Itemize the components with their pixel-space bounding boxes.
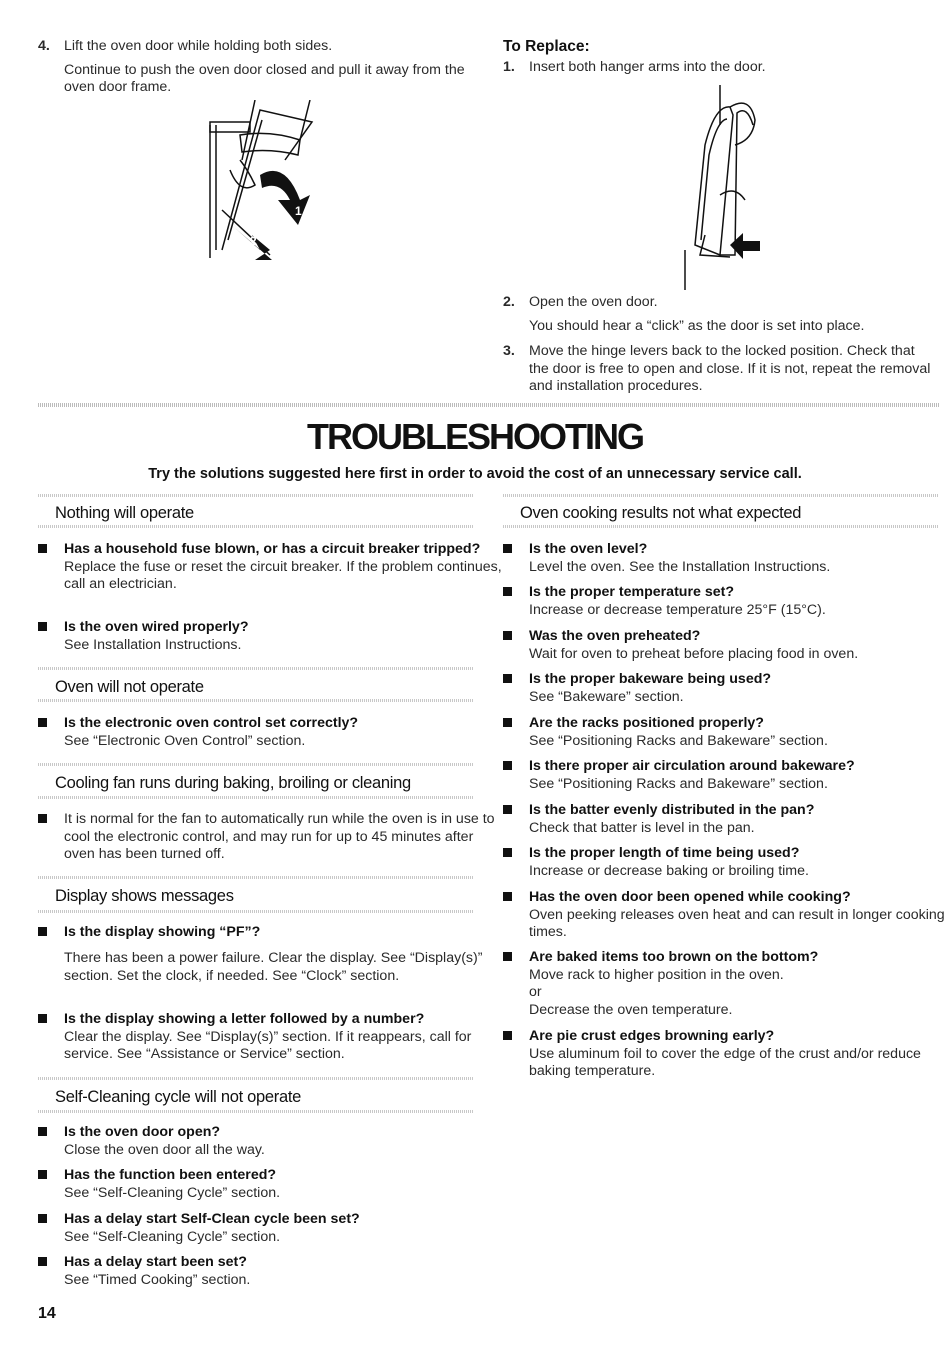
- section-heading-cooking-results: Oven cooking results not what expected: [520, 504, 802, 522]
- step-text: Move the hinge levers back to the locked position. Check that the door is free to open and close. If it is not, repeat the removal and installation procedures.: [529, 343, 931, 394]
- question: Has the oven door been opened while cooking?: [529, 889, 851, 905]
- question: Is the batter evenly distributed in the pan?: [529, 802, 815, 818]
- question: Are baked items too brown on the bottom?: [529, 949, 819, 965]
- figure-label-2: 2: [250, 234, 257, 248]
- section-rule: [38, 876, 474, 879]
- section-divider: [38, 403, 940, 407]
- section-heading-cooling-fan: Cooling fan runs during baking, broiling or cleaning: [55, 774, 411, 792]
- step-4: [38, 38, 478, 97]
- section-rule: [38, 1110, 474, 1113]
- answer: Increase or decrease baking or broiling time.: [529, 862, 809, 879]
- question: Are the racks positioned properly?: [529, 715, 764, 731]
- page-title: TROUBLESHOOTING: [307, 416, 643, 457]
- answer-alt: Decrease the oven temperature.: [529, 1001, 733, 1018]
- step-number: 4.: [38, 38, 50, 54]
- list-item: [38, 811, 504, 864]
- list-item: [38, 619, 504, 654]
- list-item: [38, 541, 504, 594]
- page-number: 14: [38, 1305, 56, 1322]
- list-item: [38, 715, 504, 750]
- bullet-icon: [38, 814, 47, 823]
- section-heading-nothing-will-operate: Nothing will operate: [55, 504, 194, 522]
- answer: There has been a power failure. Clear the display. See “Display(s)” section. Set the clock, if needed. See “Clock” section.: [64, 950, 483, 984]
- list-item: [503, 1028, 950, 1081]
- section-rule: [38, 699, 474, 702]
- answer: It is normal for the fan to automatically run while the oven is in use to cool the electronic control, and may run for up to 45 minutes after oven has been turned off.: [64, 811, 495, 862]
- question: Was the oven preheated?: [529, 628, 701, 644]
- list-item: [38, 1211, 504, 1246]
- question: Is the oven wired properly?: [64, 619, 249, 635]
- to-replace-heading: To Replace:: [503, 38, 590, 55]
- bullet-icon: [38, 622, 47, 631]
- bullet-icon: [503, 587, 512, 596]
- step-number: 2.: [503, 294, 515, 310]
- question: Has a delay start been set?: [64, 1254, 247, 1270]
- bullet-icon: [503, 1031, 512, 1040]
- list-item: [503, 802, 950, 837]
- answer: See “Positioning Racks and Bakeware” section.: [529, 732, 828, 749]
- list-item: [503, 671, 950, 706]
- list-item: [503, 584, 950, 619]
- section-rule: [38, 667, 474, 670]
- answer: Move rack to higher position in the oven.: [529, 966, 784, 983]
- intro-text: Try the solutions suggested here first in order to avoid the cost of an unnecessary service call.: [148, 466, 802, 482]
- answer: See “Electronic Oven Control” section.: [64, 732, 306, 749]
- question: Has the function been entered?: [64, 1167, 277, 1183]
- bullet-icon: [503, 631, 512, 640]
- question: Is the display showing “PF”?: [64, 924, 261, 940]
- answer: Close the oven door all the way.: [64, 1141, 265, 1158]
- figure-label-1: 1: [295, 204, 302, 218]
- list-item: [503, 949, 950, 1019]
- list-item: [503, 845, 950, 880]
- bullet-icon: [503, 892, 512, 901]
- section-rule: [38, 796, 474, 799]
- answer: Clear the display. See “Display(s)” section. If it reappears, call for service. See “Assistance or Service” section.: [64, 1028, 472, 1062]
- answer: See Installation Instructions.: [64, 636, 242, 653]
- answer: See “Bakeware” section.: [529, 688, 684, 705]
- bullet-icon: [38, 1014, 47, 1023]
- bullet-icon: [503, 718, 512, 727]
- answer: Wait for oven to preheat before placing food in oven.: [529, 645, 859, 662]
- door-removal-illustration: [200, 100, 325, 265]
- question: Are pie crust edges browning early?: [529, 1028, 775, 1044]
- bullet-icon: [38, 1257, 47, 1266]
- bullet-icon: [503, 952, 512, 961]
- section-rule: [503, 525, 939, 528]
- list-item: [503, 889, 950, 942]
- step-number: 3.: [503, 343, 515, 359]
- answer-or: or: [529, 984, 542, 1000]
- answer: See “Positioning Racks and Bakeware” section.: [529, 775, 828, 792]
- question: Is the proper temperature set?: [529, 584, 734, 600]
- answer: Oven peeking releases oven heat and can result in longer cooking times.: [529, 906, 945, 940]
- replace-step-1: [503, 59, 923, 77]
- step-text: Insert both hanger arms into the door.: [529, 59, 766, 75]
- step-continued: You should hear a “click” as the door is set into place.: [529, 317, 865, 334]
- list-item: [38, 1167, 504, 1202]
- step-continued: Continue to push the oven door closed and pull it away from the oven door frame.: [64, 61, 465, 95]
- step-text: Lift the oven door while holding both sides.: [64, 38, 333, 54]
- list-item: [38, 1124, 504, 1159]
- section-rule: [38, 494, 474, 497]
- answer: Replace the fuse or reset the circuit breaker. If the problem continues, call an electrician.: [64, 558, 502, 592]
- step-text: Open the oven door.: [529, 294, 658, 310]
- section-rule: [503, 494, 939, 497]
- door-install-illustration: [675, 85, 770, 290]
- answer: Use aluminum foil to cover the edge of the crust and/or reduce baking temperature.: [529, 1045, 921, 1079]
- replace-step-3: [503, 343, 933, 396]
- section-heading-display-messages: Display shows messages: [55, 887, 234, 905]
- list-item: [503, 628, 950, 663]
- question: Is the oven door open?: [64, 1124, 221, 1140]
- bullet-icon: [38, 1214, 47, 1223]
- question: Has a household fuse blown, or has a circuit breaker tripped?: [64, 541, 481, 557]
- bullet-icon: [38, 927, 47, 936]
- answer: See “Self-Cleaning Cycle” section.: [64, 1228, 281, 1245]
- bullet-icon: [38, 544, 47, 553]
- bullet-icon: [503, 805, 512, 814]
- question: Is the display showing a letter followed by a number?: [64, 1011, 425, 1027]
- question: Is the proper bakeware being used?: [529, 671, 772, 687]
- list-item: [38, 1011, 504, 1064]
- bullet-icon: [503, 674, 512, 683]
- question: Has a delay start Self-Clean cycle been set?: [64, 1211, 360, 1227]
- replace-step-2: [503, 294, 923, 335]
- question: Is the oven level?: [529, 541, 648, 557]
- answer: Check that batter is level in the pan.: [529, 819, 755, 836]
- list-item: [38, 924, 504, 942]
- list-item: [503, 758, 950, 793]
- bullet-icon: [503, 848, 512, 857]
- question: Is the electronic oven control set correctly?: [64, 715, 359, 731]
- section-rule: [38, 910, 474, 913]
- bullet-icon: [38, 1127, 47, 1136]
- section-rule: [38, 763, 474, 766]
- step-number: 1.: [503, 59, 515, 75]
- bullet-icon: [38, 1170, 47, 1179]
- answer: Increase or decrease temperature 25°F (15°C).: [529, 601, 826, 618]
- answer: Level the oven. See the Installation Instructions.: [529, 558, 831, 575]
- bullet-icon: [503, 761, 512, 770]
- section-rule: [38, 1077, 474, 1080]
- question: Is there proper air circulation around bakeware?: [529, 758, 855, 774]
- bullet-icon: [503, 544, 512, 553]
- question: Is the proper length of time being used?: [529, 845, 800, 861]
- list-item-continued: [38, 950, 504, 985]
- list-item: [503, 715, 950, 750]
- section-heading-oven-will-not-operate: Oven will not operate: [55, 678, 204, 696]
- answer: See “Timed Cooking” section.: [64, 1271, 251, 1288]
- answer: See “Self-Cleaning Cycle” section.: [64, 1184, 281, 1201]
- list-item: [38, 1254, 504, 1289]
- section-heading-self-cleaning: Self-Cleaning cycle will not operate: [55, 1088, 301, 1106]
- section-rule: [38, 525, 474, 528]
- bullet-icon: [38, 718, 47, 727]
- list-item: [503, 541, 950, 576]
